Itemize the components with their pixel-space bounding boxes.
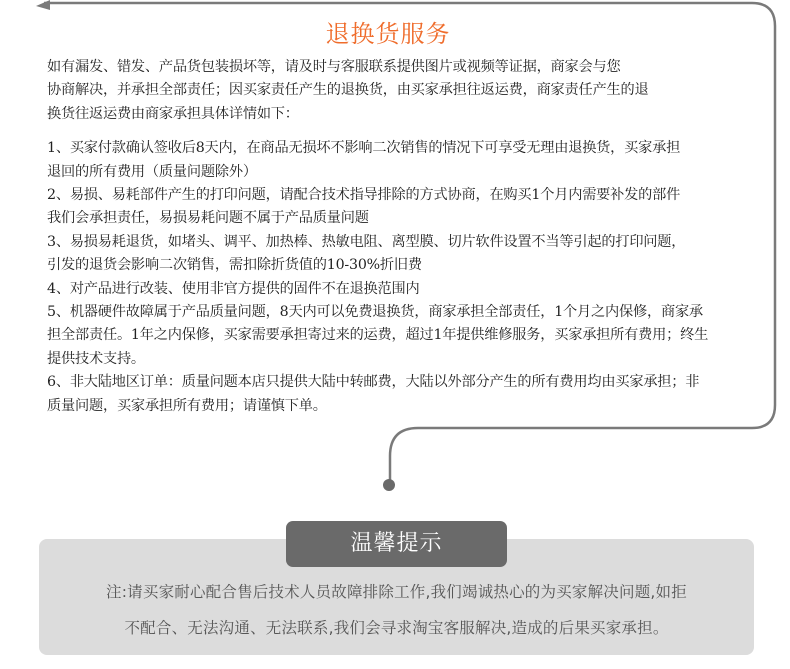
intro-line: 换货往返运费由商家承担具体详情如下： xyxy=(47,105,299,122)
rule-line: 3、易损易耗退货，如堵头、调平、加热棒、热敏电阻、离型膜、切片软件设置不当等引起的打印问题， xyxy=(47,233,686,250)
rule-line: 担全部责任。1年之内保修，买家需要承担寄过来的运费，超过1年提供维修服务，买家承担所有费用；终生 xyxy=(47,327,709,344)
tip-line: 注:请买家耐心配合售后技术人员故障排除工作,我们竭诚热心的为买家解决问题,如拒 xyxy=(106,583,687,601)
tip-line: 不配合、无法沟通、无法联系,我们会寻求淘宝客服解决,造成的后果买家承担。 xyxy=(124,619,669,637)
rule-line: 2、易损、易耗部件产生的打印问题，请配合技术指导排除的方式协商，在购买1个月内需要补发的部件 xyxy=(47,187,681,204)
rule-line: 4、对产品进行改装、使用非官方提供的固件不在退换范围内 xyxy=(47,280,420,297)
intro-paragraph xyxy=(47,56,782,126)
rule-line: 提供技术支持。 xyxy=(47,350,145,367)
rule-line: 5、机器硬件故障属于产品质量问题，8天内可以免费退换货，商家承担全部责任，1个月之内保修，商家承 xyxy=(47,304,703,321)
intro-line: 协商解决，并承担全部责任；因买家责任产生的退换货，由买家承担往返运费，商家责任产生的退 xyxy=(47,82,649,99)
rule-line: 质量问题，买家承担所有费用；请谨慎下单。 xyxy=(47,397,327,414)
page-title: 退换货服务 xyxy=(325,20,451,48)
rules-list xyxy=(47,137,782,418)
frame-corner-arrow xyxy=(36,0,50,10)
tip-heading: 温馨提示 xyxy=(286,521,507,567)
intro-line: 如有漏发、错发、产品货包装损坏等，请及时与客服联系提供图片或视频等证据，商家会与您 xyxy=(47,59,621,75)
rule-line: 退回的所有费用（质量问题除外） xyxy=(47,163,257,180)
tip-text xyxy=(39,574,754,646)
rule-line: 引发的退货会影响二次销售，需扣除折货值的10-30%折旧费 xyxy=(47,257,422,274)
rule-line: 1、买家付款确认签收后8天内，在商品无损坏不影响二次销售的情况下可享受无理由退换货，买家承担 xyxy=(47,140,681,157)
rule-line: 我们会承担责任，易损易耗问题不属于产品质量问题 xyxy=(47,210,369,227)
policy-content xyxy=(47,56,782,418)
rule-line: 6、非大陆地区订单：质量问题本店只提供大陆中转邮费，大陆以外部分产生的所有费用均由买家承担；非 xyxy=(47,374,700,391)
frame-end-dot xyxy=(383,479,395,491)
